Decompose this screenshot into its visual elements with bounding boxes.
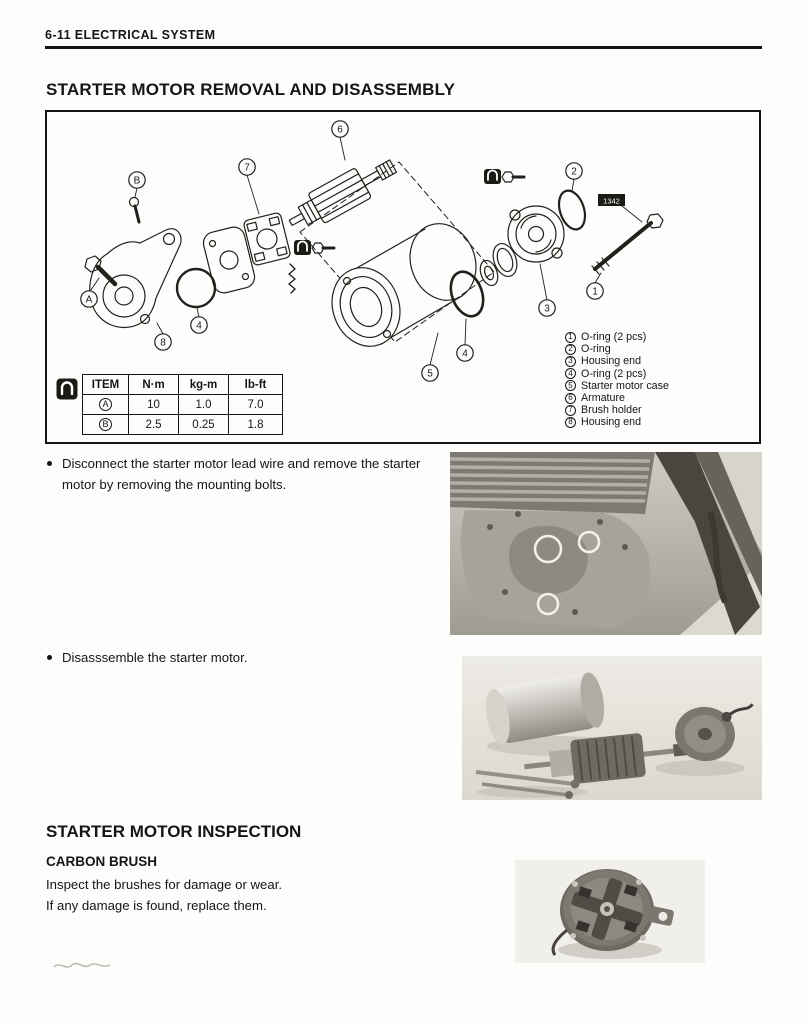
armature-part — [283, 151, 402, 237]
torque-table-header-row — [83, 375, 283, 395]
legend-label-1: O-ring (2 pcs) — [581, 331, 647, 344]
legend-label-5: Starter motor case — [581, 379, 669, 392]
torque-header-nm: N·m — [129, 375, 179, 395]
carbon-brush-text-2: If any damage is found, replace them. — [46, 898, 267, 913]
end-plate — [201, 225, 257, 295]
carbon-brush-text-1: Inspect the brushes for damage or wear. — [46, 877, 283, 892]
svg-text:4: 4 — [462, 348, 468, 360]
callout-1 — [587, 283, 603, 299]
thread-lock-label: 1342 — [603, 196, 620, 206]
svg-text:4: 4 — [196, 320, 202, 332]
torque-header-lbft: lb-ft — [229, 375, 283, 395]
svg-text:7: 7 — [244, 162, 250, 174]
legend-label-2: O-ring — [581, 343, 611, 356]
legend-label-3: Housing end — [581, 355, 642, 368]
circled-item-a: A — [99, 398, 112, 411]
callout-a — [81, 291, 97, 307]
instruction-step-2-text: Disasssemble the starter motor. — [62, 650, 248, 665]
callout-8 — [155, 334, 171, 350]
circled-item-b: B — [99, 418, 112, 431]
o-ring-4-right — [445, 267, 489, 320]
torque-marker-top-icon — [484, 169, 524, 184]
bullet-dot — [47, 655, 52, 660]
torque-header-item: ITEM — [83, 375, 129, 395]
photo-disassembled-starter — [462, 656, 762, 800]
callout-4-right — [457, 345, 473, 361]
svg-text:2: 2 — [571, 166, 577, 178]
svg-text:3: 3 — [544, 303, 550, 315]
torque-a-nm: 10 — [129, 395, 179, 415]
legend-num-3: 3 — [565, 356, 576, 367]
svg-text:B: B — [133, 175, 141, 187]
legend-num-5: 5 — [565, 380, 576, 391]
housing-end-right — [508, 206, 564, 262]
engine-photo-illustration — [450, 452, 762, 635]
pencil-mark — [52, 957, 122, 977]
callout-2 — [566, 163, 582, 179]
legend-num-7: 7 — [565, 405, 576, 416]
instruction-step-1 — [47, 453, 451, 496]
callout-b — [129, 172, 145, 188]
disassembled-starter-illustration — [462, 656, 762, 800]
callout-6 — [332, 121, 348, 137]
legend-label-8: Housing end — [581, 416, 642, 429]
callout-5 — [422, 365, 438, 381]
torque-b-lbft: 1.8 — [229, 415, 283, 435]
svg-text:6: 6 — [337, 124, 343, 136]
svg-text:5: 5 — [427, 368, 433, 380]
photo-carbon-brush-holder — [515, 860, 705, 963]
torque-row-a — [83, 395, 283, 415]
torque-b-kgm: 0.25 — [179, 415, 229, 435]
section-title-removal: STARTER MOTOR REMOVAL AND DISASSEMBLY — [46, 80, 456, 99]
torque-table — [82, 374, 283, 435]
svg-text:1: 1 — [592, 286, 598, 298]
bullet-dot — [47, 461, 52, 466]
callout-4-left — [191, 317, 207, 333]
washer — [477, 258, 501, 288]
o-ring-4-left — [177, 269, 215, 307]
legend-item-7 — [565, 404, 760, 416]
legend-item-5 — [565, 380, 760, 392]
torque-icon — [56, 378, 78, 400]
legend-item-4 — [565, 368, 760, 380]
torque-a-lbft: 7.0 — [229, 395, 283, 415]
legend-item-1 — [565, 331, 760, 343]
svg-text:A: A — [85, 294, 93, 306]
legend-item-3 — [565, 355, 760, 367]
header-rule — [45, 46, 762, 49]
legend-num-8: 8 — [565, 417, 576, 428]
torque-b-nm: 2.5 — [129, 415, 179, 435]
subsection-title-carbon-brush: CARBON BRUSH — [46, 854, 157, 869]
exploded-diagram-box — [45, 110, 761, 444]
starter-motor-case-part — [321, 214, 486, 355]
screw-b — [130, 198, 140, 223]
photo-starter-motor-location — [450, 452, 762, 635]
legend-label-6: Armature — [581, 392, 625, 405]
page-header — [45, 28, 215, 42]
thread-lock-badge — [598, 194, 642, 222]
legend-label-4: O-ring (2 pcs) — [581, 367, 647, 380]
o-ring-2 — [554, 187, 589, 232]
page-header-title: 6-11 ELECTRICAL SYSTEM — [45, 28, 216, 42]
brush-holder-illustration — [515, 860, 705, 963]
torque-row-b — [83, 415, 283, 435]
legend-num-1: 1 — [565, 332, 576, 343]
legend-item-8 — [565, 416, 760, 428]
through-bolt — [592, 214, 663, 274]
torque-a-kgm: 1.0 — [179, 395, 229, 415]
legend-num-4: 4 — [565, 368, 576, 379]
legend-num-6: 6 — [565, 393, 576, 404]
legend-label-7: Brush holder — [581, 404, 642, 417]
torque-header-kgm: kg-m — [179, 375, 229, 395]
instruction-step-1-text: Disconnect the starter motor lead wire and remove the starter motor by removing the mounting bolts. — [62, 456, 421, 493]
legend-item-6 — [565, 392, 760, 404]
brush-spring — [289, 264, 295, 293]
legend-num-2: 2 — [565, 344, 576, 355]
instruction-step-2 — [47, 647, 451, 668]
svg-text:8: 8 — [160, 337, 166, 349]
legend-item-2 — [565, 343, 760, 355]
callout-3 — [539, 300, 555, 316]
callout-7 — [239, 159, 255, 175]
parts-legend — [565, 331, 760, 429]
section-title-inspection: STARTER MOTOR INSPECTION — [46, 822, 302, 841]
housing-end-left — [90, 229, 181, 328]
